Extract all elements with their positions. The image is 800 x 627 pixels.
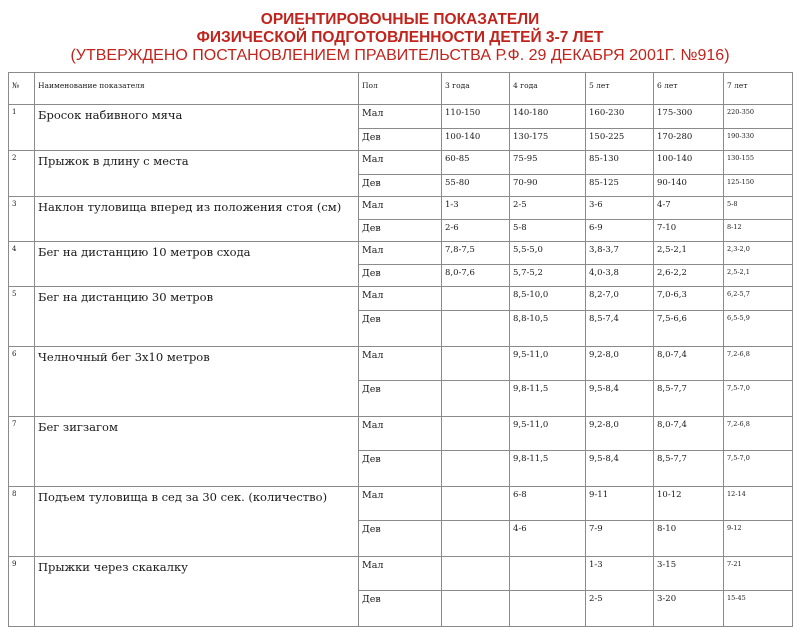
value-cell-age-5: 85-125 [586,175,654,197]
sex-boys: Мал [359,197,442,220]
value-cell-age-3: 55-80 [442,175,510,197]
value-cell-age-4: 5-8 [510,220,586,242]
value-cell-age-6: 170-280 [654,129,724,151]
value-cell-age-3 [442,521,510,557]
value-cell-age-5: 85-130 [586,151,654,175]
header-age-3: 3 года [442,73,510,105]
table-header-row [9,73,793,105]
value-cell-age-5: 7-9 [586,521,654,557]
table-row [9,557,793,591]
value-cell-age-5: 8,5-7,4 [586,311,654,347]
value-cell-age-7: 6,2-5,7 [724,287,793,311]
value-cell-age-5: 9,2-8,0 [586,417,654,451]
value-cell-age-7: 6,5-5,9 [724,311,793,347]
value-cell-age-4: 2-5 [510,197,586,220]
value-cell-age-3 [442,347,510,381]
value-cell-age-3: 1-3 [442,197,510,220]
indicators-table [8,72,793,627]
value-cell-age-5: 1-3 [586,557,654,591]
value-cell-age-7: 5-8 [724,197,793,220]
table-row [9,197,793,220]
value-cell-age-6: 90-140 [654,175,724,197]
title-line-3: (УТВЕРЖДЕНО ПОСТАНОВЛЕНИЕМ ПРАВИТЕЛЬСТВА Р.Ф. 29 ДЕКАБРЯ 2001Г. №916) [70,47,730,64]
value-cell-age-6: 7,5-6,6 [654,311,724,347]
sex-girls: Дев [359,265,442,287]
indicator-name: Прыжок в длину с места [35,151,359,197]
value-cell-age-4: 9,5-11,0 [510,417,586,451]
indicator-name: Бег на дистанцию 30 метров [35,287,359,347]
header-name: Наименование показателя [35,73,359,105]
value-cell-age-5: 150-225 [586,129,654,151]
header-age-5: 5 лет [586,73,654,105]
value-cell-age-6: 2,5-2,1 [654,242,724,265]
value-cell-age-3 [442,557,510,591]
table-row [9,287,793,311]
value-cell-age-5: 3-6 [586,197,654,220]
value-cell-age-3: 100-140 [442,129,510,151]
table-row [9,417,793,451]
header-num: № [9,73,35,105]
value-cell-age-7: 125-150 [724,175,793,197]
value-cell-age-4: 4-6 [510,521,586,557]
value-cell-age-3: 110-150 [442,105,510,129]
value-cell-age-5: 6-9 [586,220,654,242]
table-row [9,242,793,265]
header-age-7: 7 лет [724,73,793,105]
value-cell-age-4: 9,8-11,5 [510,381,586,417]
sex-boys: Мал [359,487,442,521]
table-row [9,151,793,175]
value-cell-age-3 [442,311,510,347]
value-cell-age-6: 7-10 [654,220,724,242]
value-cell-age-5: 2-5 [586,591,654,627]
value-cell-age-3 [442,451,510,487]
value-cell-age-3: 7,8-7,5 [442,242,510,265]
sex-girls: Дев [359,451,442,487]
sex-boys: Мал [359,347,442,381]
sex-girls: Дев [359,175,442,197]
value-cell-age-5: 9-11 [586,487,654,521]
value-cell-age-4: 9,8-11,5 [510,451,586,487]
sex-girls: Дев [359,311,442,347]
value-cell-age-4: 70-90 [510,175,586,197]
row-number: 9 [9,557,35,627]
value-cell-age-6: 8,0-7,4 [654,417,724,451]
sex-girls: Дев [359,521,442,557]
value-cell-age-6: 3-15 [654,557,724,591]
sex-girls: Дев [359,220,442,242]
value-cell-age-3 [442,591,510,627]
value-cell-age-7: 8-12 [724,220,793,242]
value-cell-age-3: 2-6 [442,220,510,242]
sex-girls: Дев [359,591,442,627]
indicator-name: Прыжки через скакалку [35,557,359,627]
value-cell-age-6: 3-20 [654,591,724,627]
row-number: 5 [9,287,35,347]
sex-girls: Дев [359,381,442,417]
value-cell-age-3 [442,287,510,311]
value-cell-age-5: 9,5-8,4 [586,381,654,417]
sex-boys: Мал [359,557,442,591]
value-cell-age-3: 8,0-7,6 [442,265,510,287]
value-cell-age-7: 7,2-6,8 [724,347,793,381]
sex-boys: Мал [359,287,442,311]
value-cell-age-7: 7,2-6,8 [724,417,793,451]
value-cell-age-3 [442,417,510,451]
header-age-6: 6 лет [654,73,724,105]
value-cell-age-6: 100-140 [654,151,724,175]
value-cell-age-4 [510,557,586,591]
row-number: 3 [9,197,35,242]
value-cell-age-4: 5,7-5,2 [510,265,586,287]
header-sex: Пол [359,73,442,105]
value-cell-age-6: 4-7 [654,197,724,220]
value-cell-age-7: 9-12 [724,521,793,557]
sex-boys: Мал [359,417,442,451]
row-number: 4 [9,242,35,287]
title-line-1: ОРИЕНТИРОВОЧНЫЕ ПОКАЗАТЕЛИ [260,11,540,28]
row-number: 1 [9,105,35,151]
value-cell-age-5: 9,2-8,0 [586,347,654,381]
page-title [0,0,800,72]
value-cell-age-4: 8,8-10,5 [510,311,586,347]
value-cell-age-4: 75-95 [510,151,586,175]
value-cell-age-5: 9,5-8,4 [586,451,654,487]
value-cell-age-4: 9,5-11,0 [510,347,586,381]
value-cell-age-6: 8-10 [654,521,724,557]
value-cell-age-7: 7-21 [724,557,793,591]
value-cell-age-6: 2,6-2,2 [654,265,724,287]
value-cell-age-6: 8,0-7,4 [654,347,724,381]
value-cell-age-4: 8,5-10,0 [510,287,586,311]
sex-boys: Мал [359,105,442,129]
table-body [9,105,793,627]
value-cell-age-6: 7,0-6,3 [654,287,724,311]
header-age-4: 4 года [510,73,586,105]
indicator-name: Подъем туловища в сед за 30 сек. (количество) [35,487,359,557]
sex-boys: Мал [359,242,442,265]
value-cell-age-4 [510,591,586,627]
row-number: 8 [9,487,35,557]
value-cell-age-3: 60-85 [442,151,510,175]
sex-boys: Мал [359,151,442,175]
indicator-name: Бросок набивного мяча [35,105,359,151]
value-cell-age-7: 2,5-2,1 [724,265,793,287]
value-cell-age-4: 140-180 [510,105,586,129]
value-cell-age-6: 175-300 [654,105,724,129]
value-cell-age-6: 10-12 [654,487,724,521]
value-cell-age-5: 3,8-3,7 [586,242,654,265]
value-cell-age-7: 7,5-7,0 [724,451,793,487]
row-number: 2 [9,151,35,197]
value-cell-age-6: 8,5-7,7 [654,381,724,417]
table-row [9,105,793,129]
row-number: 7 [9,417,35,487]
value-cell-age-7: 15-45 [724,591,793,627]
value-cell-age-6: 8,5-7,7 [654,451,724,487]
indicator-name: Челночный бег 3х10 метров [35,347,359,417]
value-cell-age-7: 12-14 [724,487,793,521]
value-cell-age-3 [442,381,510,417]
value-cell-age-4: 130-175 [510,129,586,151]
value-cell-age-7: 130-155 [724,151,793,175]
value-cell-age-5: 160-230 [586,105,654,129]
title-line-2: ФИЗИЧЕСКОЙ ПОДГОТОВЛЕННОСТИ ДЕТЕЙ 3-7 ЛЕТ [196,29,604,46]
table-row [9,487,793,521]
value-cell-age-7: 2,3-2,0 [724,242,793,265]
value-cell-age-4: 6-8 [510,487,586,521]
indicator-name: Наклон туловища вперед из положения стоя (см) [35,197,359,242]
value-cell-age-7: 220-350 [724,105,793,129]
value-cell-age-7: 7,5-7,0 [724,381,793,417]
value-cell-age-5: 4,0-3,8 [586,265,654,287]
indicator-name: Бег зигзагом [35,417,359,487]
value-cell-age-3 [442,487,510,521]
value-cell-age-7: 190-330 [724,129,793,151]
indicator-name: Бег на дистанцию 10 метров схода [35,242,359,287]
value-cell-age-5: 8,2-7,0 [586,287,654,311]
sex-girls: Дев [359,129,442,151]
table-row [9,347,793,381]
value-cell-age-4: 5,5-5,0 [510,242,586,265]
row-number: 6 [9,347,35,417]
